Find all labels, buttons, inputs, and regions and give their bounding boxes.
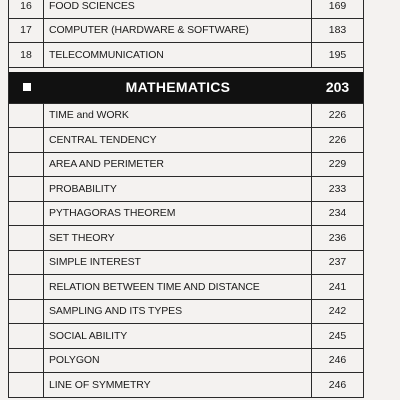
- row-page: 229: [328, 158, 347, 171]
- row-title: SIMPLE INTEREST: [44, 251, 312, 275]
- square-bullet-icon: [23, 83, 31, 91]
- row-number: 18: [9, 43, 44, 67]
- row-title: TIME and WORK: [44, 104, 312, 128]
- toc-row-16[interactable]: [9, 0, 363, 19]
- toc-row[interactable]: [9, 104, 363, 129]
- toc-row[interactable]: [9, 373, 363, 398]
- row-page: 169: [328, 0, 347, 12]
- row-page: 233: [328, 182, 347, 195]
- row-page: 246: [328, 378, 347, 391]
- row-page: 242: [328, 305, 347, 318]
- row-number: 16: [9, 0, 44, 18]
- row-title: SOCIAL ABILITY: [44, 324, 312, 348]
- row-page: 246: [328, 354, 347, 367]
- row-title: POLYGON: [44, 349, 312, 373]
- row-title: COMPUTER (HARDWARE & SOFTWARE): [44, 19, 312, 43]
- row-number: [9, 153, 44, 177]
- row-page: 245: [328, 329, 347, 342]
- row-number: [9, 104, 44, 128]
- toc-row[interactable]: [9, 275, 363, 300]
- row-title: TELECOMMUNICATION: [44, 43, 312, 67]
- row-page: 226: [328, 133, 347, 146]
- row-number: [9, 128, 44, 152]
- row-title: CENTRAL TENDENCY: [44, 128, 312, 152]
- table-of-contents: [8, 0, 364, 398]
- toc-row-18[interactable]: [9, 43, 363, 68]
- row-page: 236: [328, 231, 347, 244]
- row-title: RELATION BETWEEN TIME AND DISTANCE: [44, 275, 312, 299]
- row-title: SET THEORY: [44, 226, 312, 250]
- toc-row[interactable]: [9, 324, 363, 349]
- toc-body: [8, 0, 364, 398]
- row-number: [9, 300, 44, 324]
- section-header-mathematics[interactable]: [9, 72, 363, 104]
- row-number: [9, 226, 44, 250]
- row-page: 241: [328, 280, 347, 293]
- toc-row[interactable]: [9, 153, 363, 178]
- row-title: AREA AND PERIMETER: [44, 153, 312, 177]
- toc-row[interactable]: [9, 251, 363, 276]
- toc-row[interactable]: [9, 300, 363, 325]
- toc-row[interactable]: [9, 349, 363, 374]
- toc-row[interactable]: [9, 226, 363, 251]
- row-number: [9, 202, 44, 226]
- toc-row[interactable]: [9, 177, 363, 202]
- row-page: 195: [328, 48, 347, 61]
- toc-row-17[interactable]: [9, 19, 363, 44]
- section-title: MATHEMATICS: [125, 79, 231, 95]
- row-number: [9, 275, 44, 299]
- row-page: 183: [328, 24, 347, 37]
- row-title: LINE OF SYMMETRY: [44, 373, 312, 397]
- row-page: 234: [328, 207, 347, 220]
- row-number: [9, 349, 44, 373]
- row-number: [9, 373, 44, 397]
- row-title: PROBABILITY: [44, 177, 312, 201]
- header-bullet: [9, 83, 44, 91]
- row-page: 226: [328, 109, 347, 122]
- row-number: [9, 324, 44, 348]
- row-number: [9, 177, 44, 201]
- section-page: 203: [325, 79, 350, 95]
- row-title: PYTHAGORAS THEOREM: [44, 202, 312, 226]
- row-title: SAMPLING AND ITS TYPES: [44, 300, 312, 324]
- toc-row[interactable]: [9, 128, 363, 153]
- row-number: 17: [9, 19, 44, 43]
- row-page: 237: [328, 256, 347, 269]
- toc-row[interactable]: [9, 202, 363, 227]
- row-title: FOOD SCIENCES: [44, 0, 312, 18]
- row-number: [9, 251, 44, 275]
